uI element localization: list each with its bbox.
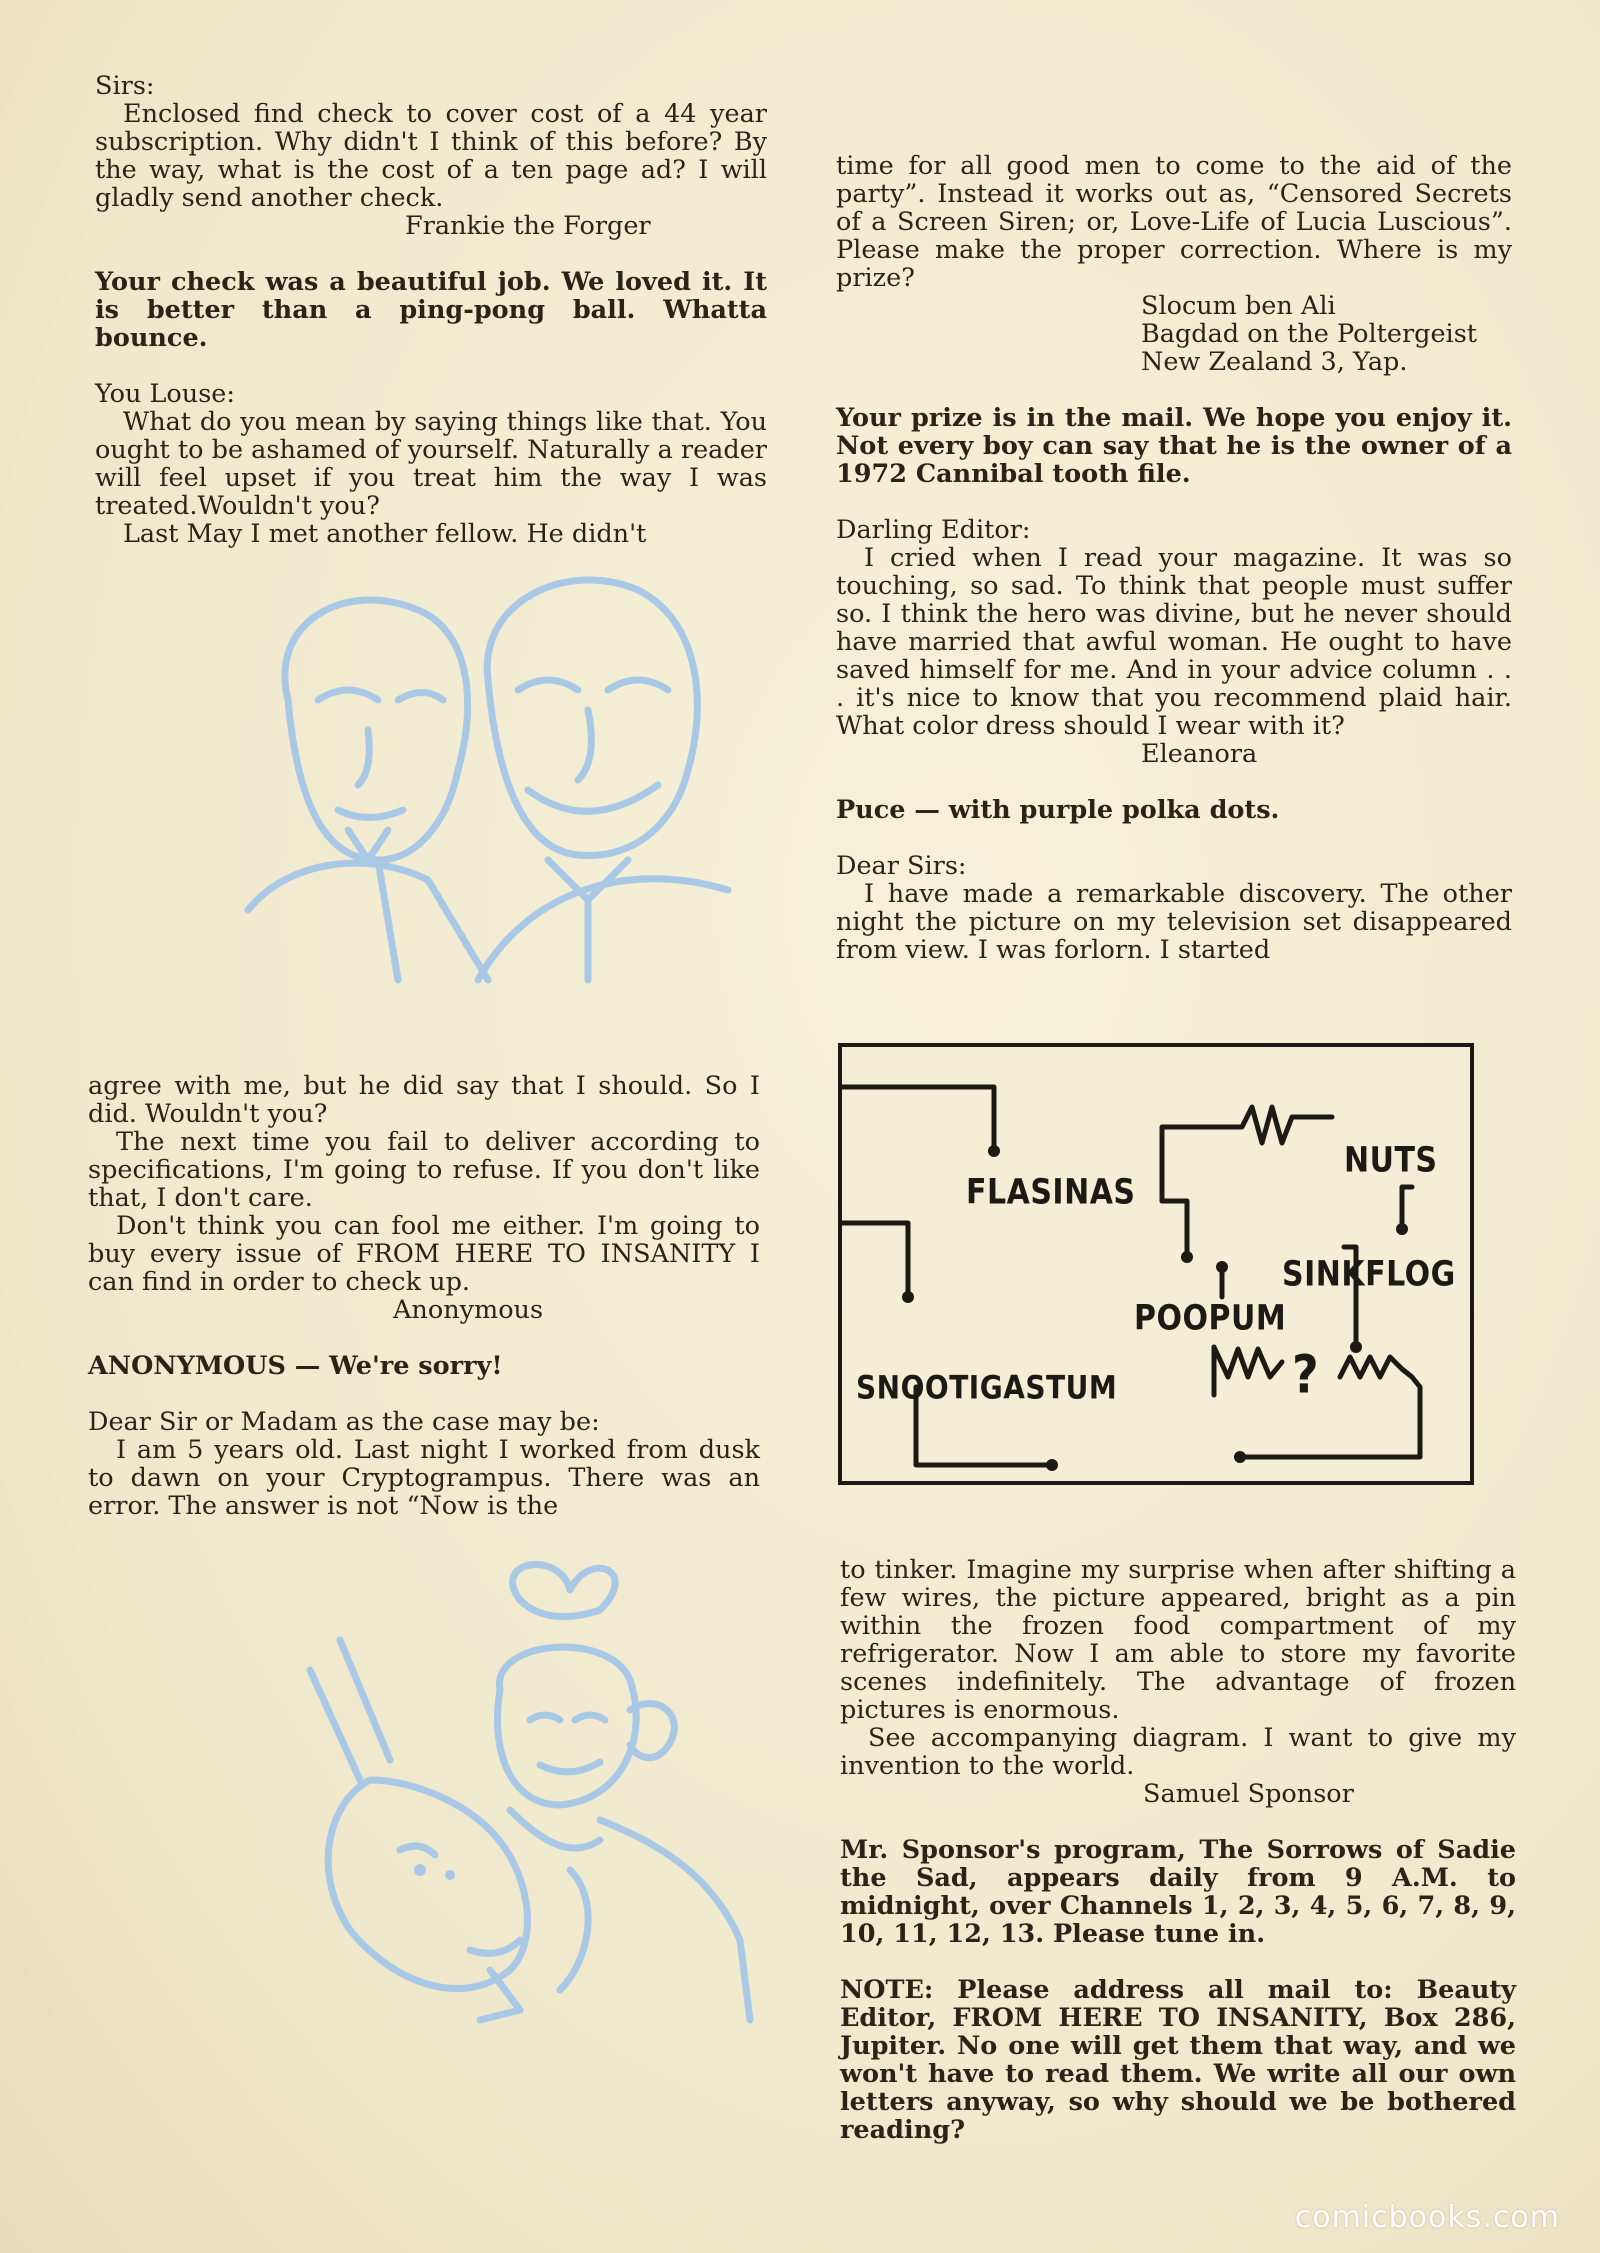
letter-signature: Slocum ben Ali xyxy=(1141,291,1336,321)
letter-body: Don't think you can fool me either. I'm going to buy every issue of FROM HERE TO INSANITY I can find in order to check up. xyxy=(88,1211,760,1297)
left-column-middle xyxy=(88,1072,760,1520)
two-men-illustration xyxy=(228,560,748,1000)
editor-reply: Mr. Sponsor's program, The Sorrows of Sadie the Sad, appears daily from 9 A.M. to midnight, over Channels 1, 2, 3, 4, 5, 6, 7, 8, 9, 10, 11, 12, 13. Please tune in. xyxy=(840,1835,1516,1949)
diagram-label-question-mark: ? xyxy=(1292,1342,1320,1406)
letter-body: I have made a remarkable discovery. The other night the picture on my television set disappeared from view. I was forlorn. I started xyxy=(836,879,1512,965)
editor-note: NOTE: Please address all mail to: Beauty Editor, FROM HERE TO INSANITY, Box 286, Jupiter. No one will get them that way, and we won't have to read them. We write all our own letters anyway, so why should we be bothered reading? xyxy=(840,1975,1516,2145)
right-column-bottom xyxy=(840,1556,1516,2144)
letter-salutation: Darling Editor: xyxy=(836,515,1031,545)
letter-signature: Anonymous xyxy=(393,1295,544,1325)
letter-body: time for all good men to come to the aid of the party”. Instead it works out as, “Censored Secrets of a Screen Siren; or, Love-Life of Lucia Luscious”. Please make the proper correction. Where is my prize? xyxy=(836,151,1512,293)
letter-signature: Bagdad on the Poltergeist xyxy=(1141,319,1478,349)
diagram-label-sinkflog: SINKFLOG xyxy=(1282,1254,1456,1295)
editor-reply: Puce — with purple polka dots. xyxy=(836,795,1280,825)
letter-salutation: You Louse: xyxy=(95,379,235,409)
letter-body: agree with me, but he did say that I should. So I did. Wouldn't you? xyxy=(88,1071,760,1129)
editor-reply: Your prize is in the mail. We hope you enjoy it. Not every boy can say that he is the owner of a 1972 Cannibal tooth file. xyxy=(836,403,1512,489)
letter-body: I am 5 years old. Last night I worked from dusk to dawn on your Cryptogrampus. There was an error. The answer is not “Now is the xyxy=(88,1435,760,1521)
letter-body: Enclosed find check to cover cost of a 44 year subscription. Why didn't I think of this before? By the way, what is the cost of a ten page ad? I will gladly send another check. xyxy=(95,99,767,213)
letter-body: to tinker. Imagine my surprise when after shifting a few wires, the picture appeared, bright as a pin within the frozen food compartment of my refrigerator. Now I am able to store my favorite scenes indefinitely. The advantage of frozen pictures is enormous. xyxy=(840,1555,1516,1725)
letter-signature: New Zealand 3, Yap. xyxy=(1141,347,1408,377)
letter-signature: Frankie the Forger xyxy=(405,211,651,241)
letter-salutation: Dear Sir or Madam as the case may be: xyxy=(88,1407,600,1437)
letter-body: See accompanying diagram. I want to give my invention to the world. xyxy=(840,1723,1516,1781)
left-column-top xyxy=(95,72,767,548)
letter-body: What do you mean by saying things like that. You ought to be ashamed of yourself. Naturally a reader will feel upset if you treat him the way I was treated.Wouldn't you? xyxy=(95,407,767,521)
diagram-label-poopum: POOPUM xyxy=(1134,1298,1287,1339)
wiring-diagram xyxy=(838,1043,1474,1485)
letter-signature: Samuel Sponsor xyxy=(1143,1779,1354,1809)
letter-signature: Eleanora xyxy=(1141,739,1258,769)
editor-reply: ANONYMOUS — We're sorry! xyxy=(88,1351,503,1381)
diagram-label-snootigastum: SNOOTIGASTUM xyxy=(856,1368,1118,1407)
editor-reply: Your check was a beautiful job. We loved it. It is better than a ping-pong ball. Whatta bounce. xyxy=(95,267,767,353)
diagram-label-flasinas: FLASINAS xyxy=(966,1172,1136,1213)
letter-salutation: Dear Sirs: xyxy=(836,851,967,881)
letter-body: Last May I met another fellow. He didn't xyxy=(123,519,647,549)
child-and-goat-illustration xyxy=(270,1540,770,2060)
letter-body: I cried when I read your magazine. It was so touching, so sad. To think that people must suffer so. I think the hero was divine, but he never should have married that awful woman. He ought to have saved himself for me. And in your advice column . . . it's nice to know that you recommend plaid hair. What color dress should I wear with it? xyxy=(836,543,1512,741)
letter-body: The next time you fail to deliver according to specifications, I'm going to refuse. If you don't like that, I don't care. xyxy=(88,1127,760,1213)
watermark: comicbooks.com xyxy=(1294,2200,1560,2235)
letter-salutation: Sirs: xyxy=(95,71,155,101)
diagram-label-nuts: NUTS xyxy=(1344,1140,1438,1181)
right-column-top xyxy=(836,152,1512,964)
